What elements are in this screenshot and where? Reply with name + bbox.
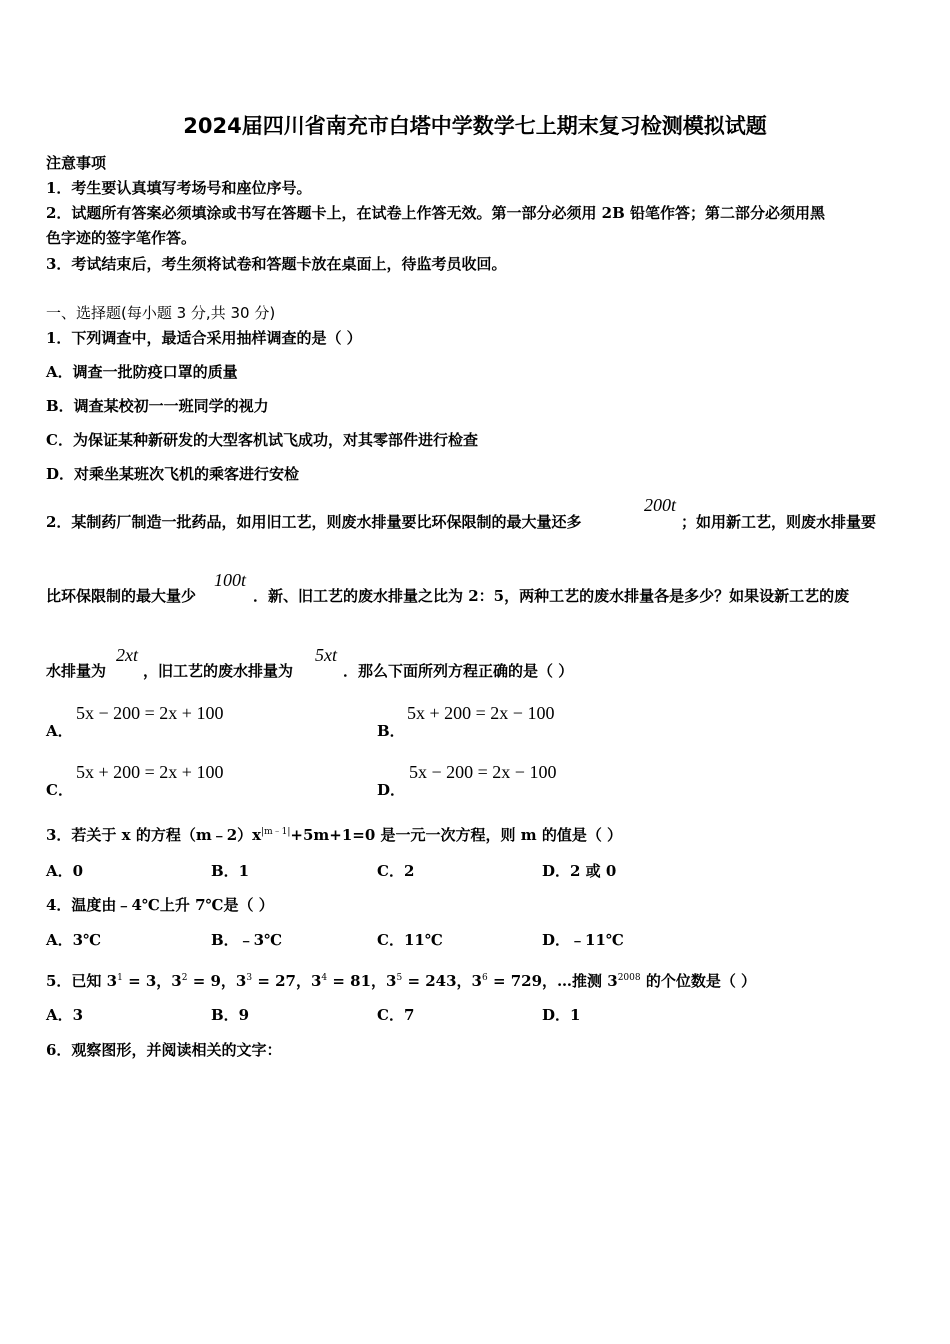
q1-stem: 1．下列调查中，最适合采用抽样调查的是（ ） bbox=[46, 329, 362, 347]
q4-option-b: B．﹣3℃ bbox=[211, 931, 283, 949]
q4-option-d: D．﹣11℃ bbox=[542, 931, 624, 949]
q5-part-2: = 9，3 bbox=[187, 972, 247, 990]
q2-line1-a: 2．某制药厂制造一批药品，如用旧工艺，则废水排量要比环保限制的最大量还多 bbox=[46, 513, 582, 531]
notice-item-3: 3．考试结束后，考生须将试卷和答题卡放在桌面上，待监考员收回。 bbox=[46, 255, 507, 273]
q2-line2-a: 比环保限制的最大量少 bbox=[46, 587, 197, 605]
notice-item-2-cont: 色字迹的签字笔作答。 bbox=[46, 229, 197, 247]
q3-exponent: |m﹣1| bbox=[261, 827, 291, 837]
q5-sup-7: 2008 bbox=[617, 973, 641, 983]
q5-part-4: = 81，3 bbox=[327, 972, 397, 990]
q3-option-d: D．2 或 0 bbox=[542, 862, 617, 880]
q2-line3-b: ，旧工艺的废水排量为 bbox=[143, 662, 294, 680]
q5-option-c: C．7 bbox=[377, 1006, 415, 1024]
q3-stem bbox=[46, 824, 622, 845]
q5-part-1: = 3，3 bbox=[122, 972, 182, 990]
q1-option-c: C．为保证某种新研发的大型客机试飞成功，对其零部件进行检查 bbox=[46, 431, 478, 449]
q2-line1-b: ；如用新工艺，则废水排量要 bbox=[681, 513, 877, 531]
q5-part-6: = 729，…推测 3 bbox=[487, 972, 618, 990]
q5-part-7: 的个位数是（ ） bbox=[640, 972, 757, 990]
q3-option-a: A．0 bbox=[46, 862, 84, 880]
q3-stem-a: 3．若关于 x 的方程（m﹣2）x bbox=[46, 826, 262, 844]
q5-option-d: D．1 bbox=[542, 1006, 581, 1024]
q2-option-b-expr: 5x + 200 = 2x − 100 bbox=[407, 703, 555, 723]
q5-sup-2: 2 bbox=[181, 973, 188, 983]
q1-option-d: D．对乘坐某班次飞机的乘客进行安检 bbox=[46, 465, 300, 483]
q2-option-d-expr: 5x − 200 = 2x − 100 bbox=[409, 762, 557, 782]
q5-part-5: = 243，3 bbox=[402, 972, 482, 990]
q1-option-b: B．调查某校初一一班同学的视力 bbox=[46, 397, 269, 415]
q5-option-b: B．9 bbox=[211, 1006, 250, 1024]
q4-stem: 4．温度由﹣4℃上升 7℃是（ ） bbox=[46, 896, 274, 914]
q5-option-a: A．3 bbox=[46, 1006, 84, 1024]
section-heading: 一、选择题(每小题 3 分,共 30 分) bbox=[46, 304, 276, 322]
q2-option-b-label: B． bbox=[377, 722, 405, 740]
q2-line3-c: ．那么下面所列方程正确的是（ ） bbox=[343, 662, 574, 680]
q2-line2-b: ．新、旧工艺的废水排量之比为 2：5，两种工艺的废水排量各是多少？如果设新工艺的废 bbox=[253, 587, 850, 605]
notice-heading: 注意事项 bbox=[46, 154, 107, 172]
q2-expr-2xt: 2xt bbox=[116, 645, 138, 665]
q6-stem: 6．观察图形，并阅读相关的文字： bbox=[46, 1041, 282, 1059]
q5-part-3: = 27，3 bbox=[252, 972, 322, 990]
q5-sup-4: 4 bbox=[321, 973, 328, 983]
q4-option-c: C．11℃ bbox=[377, 931, 443, 949]
notice-item-1: 1．考生要认真填写考场号和座位序号。 bbox=[46, 179, 312, 197]
q2-option-a-label: A． bbox=[46, 722, 73, 740]
q2-option-a-expr: 5x − 200 = 2x + 100 bbox=[76, 703, 224, 723]
q2-expr-200t: 200t bbox=[644, 495, 677, 515]
q5-part-0: 5．已知 3 bbox=[46, 972, 118, 990]
q3-stem-b: +5m+1=0 是一元一次方程，则 m 的值是（ ） bbox=[290, 826, 623, 844]
q2-expr-100t: 100t bbox=[214, 570, 247, 590]
q5-sup-6: 6 bbox=[481, 973, 488, 983]
q1-option-a: A．调查一批防疫口罩的质量 bbox=[46, 363, 238, 381]
q5-sup-1: 1 bbox=[117, 973, 123, 983]
q5-sup-5: 5 bbox=[396, 973, 403, 983]
q2-option-d-label: D． bbox=[377, 781, 406, 799]
notice-item-2: 2．试题所有答案必须填涂或书写在答题卡上，在试卷上作答无效。第一部分必须用 2B 铅笔作答；第二部分必须用黑 bbox=[46, 204, 826, 222]
page-title: 2024届四川省南充市白塔中学数学七上期末复习检测模拟试题 bbox=[183, 114, 767, 138]
q2-line3-a: 水排量为 bbox=[46, 662, 107, 680]
q5-sup-3: 3 bbox=[246, 973, 253, 983]
q3-option-b: B．1 bbox=[211, 862, 250, 880]
q2-expr-5xt: 5xt bbox=[315, 645, 337, 665]
q5-stem bbox=[46, 970, 756, 991]
q2-option-c-expr: 5x + 200 = 2x + 100 bbox=[76, 762, 224, 782]
q2-option-c-label: C． bbox=[46, 781, 73, 799]
q4-option-a: A．3℃ bbox=[46, 931, 102, 949]
q3-option-c: C．2 bbox=[377, 862, 415, 880]
